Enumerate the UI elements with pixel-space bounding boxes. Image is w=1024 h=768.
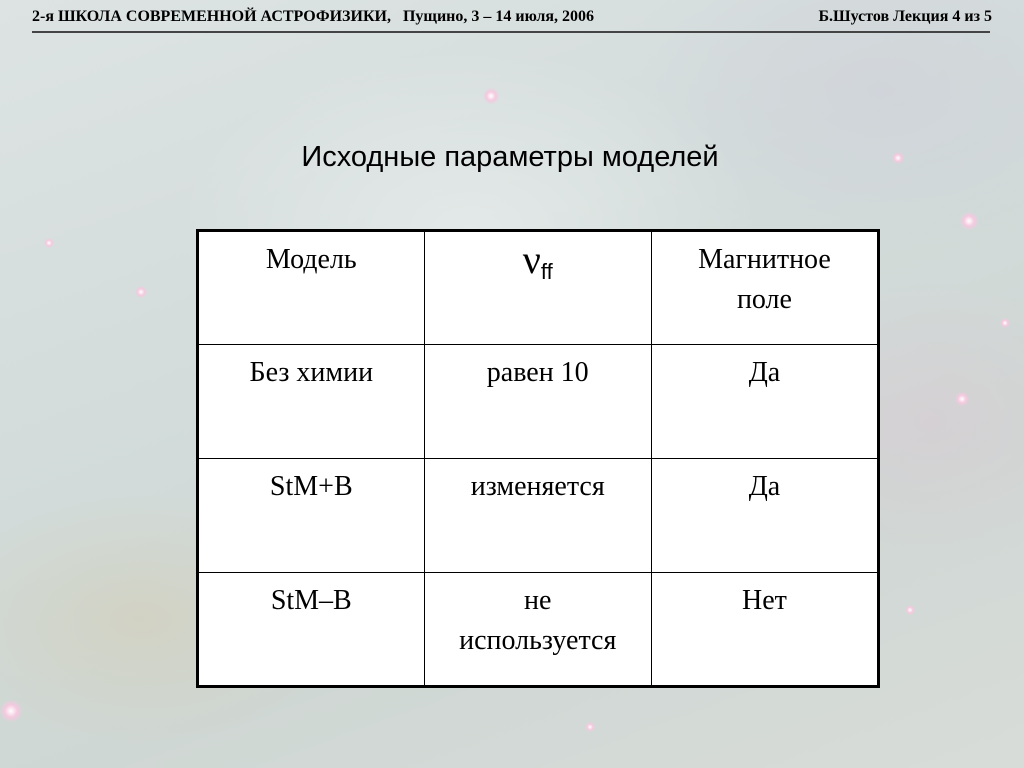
background-star <box>585 722 595 732</box>
cell-nu <box>424 459 651 573</box>
header-divider <box>32 31 990 33</box>
header-field-line2: поле <box>736 284 792 315</box>
slide-header <box>32 8 992 30</box>
nu-subscript: ff <box>540 259 553 284</box>
header-model-label: Модель <box>265 244 357 275</box>
cell-nu-line1: равен 10 <box>486 357 589 388</box>
header-field-line1: Магнитное <box>698 244 831 275</box>
cell-nu-line1: изменяется <box>470 471 605 502</box>
background-star <box>955 392 969 406</box>
cell-field: Да <box>651 345 878 459</box>
slide-title: Исходные параметры моделей <box>301 141 719 173</box>
cell-model: Без химии <box>198 345 425 459</box>
model-parameters-table <box>196 229 880 688</box>
cell-nu-line1: не <box>524 585 552 616</box>
header-cell-nu <box>424 231 651 345</box>
background-star <box>483 88 499 104</box>
cell-model: StM–B <box>198 573 425 687</box>
cell-field: Нет <box>651 573 878 687</box>
nu-symbol: ν <box>522 237 541 282</box>
header-lecture-info: Б.Шустов Лекция 4 из 5 <box>818 8 992 25</box>
background-star <box>960 212 978 230</box>
header-cell-magnetic-field <box>651 231 878 345</box>
cell-nu <box>424 345 651 459</box>
cell-nu <box>424 573 651 687</box>
header-school-info: 2-я ШКОЛА СОВРЕМЕННОЙ АСТРОФИЗИКИ, Пущино, 3 – 14 июля, 2006 <box>32 8 595 25</box>
background-star <box>905 605 915 615</box>
background-star <box>44 238 54 248</box>
background-star <box>0 700 22 722</box>
table-header-row <box>198 231 879 345</box>
cell-model: StM+B <box>198 459 425 573</box>
table-row <box>198 345 879 459</box>
header-cell-model <box>198 231 425 345</box>
table-row <box>198 459 879 573</box>
background-star <box>135 286 147 298</box>
cell-field: Да <box>651 459 878 573</box>
background-star <box>1000 318 1010 328</box>
table-row <box>198 573 879 687</box>
cell-nu-line2: используется <box>459 625 617 656</box>
